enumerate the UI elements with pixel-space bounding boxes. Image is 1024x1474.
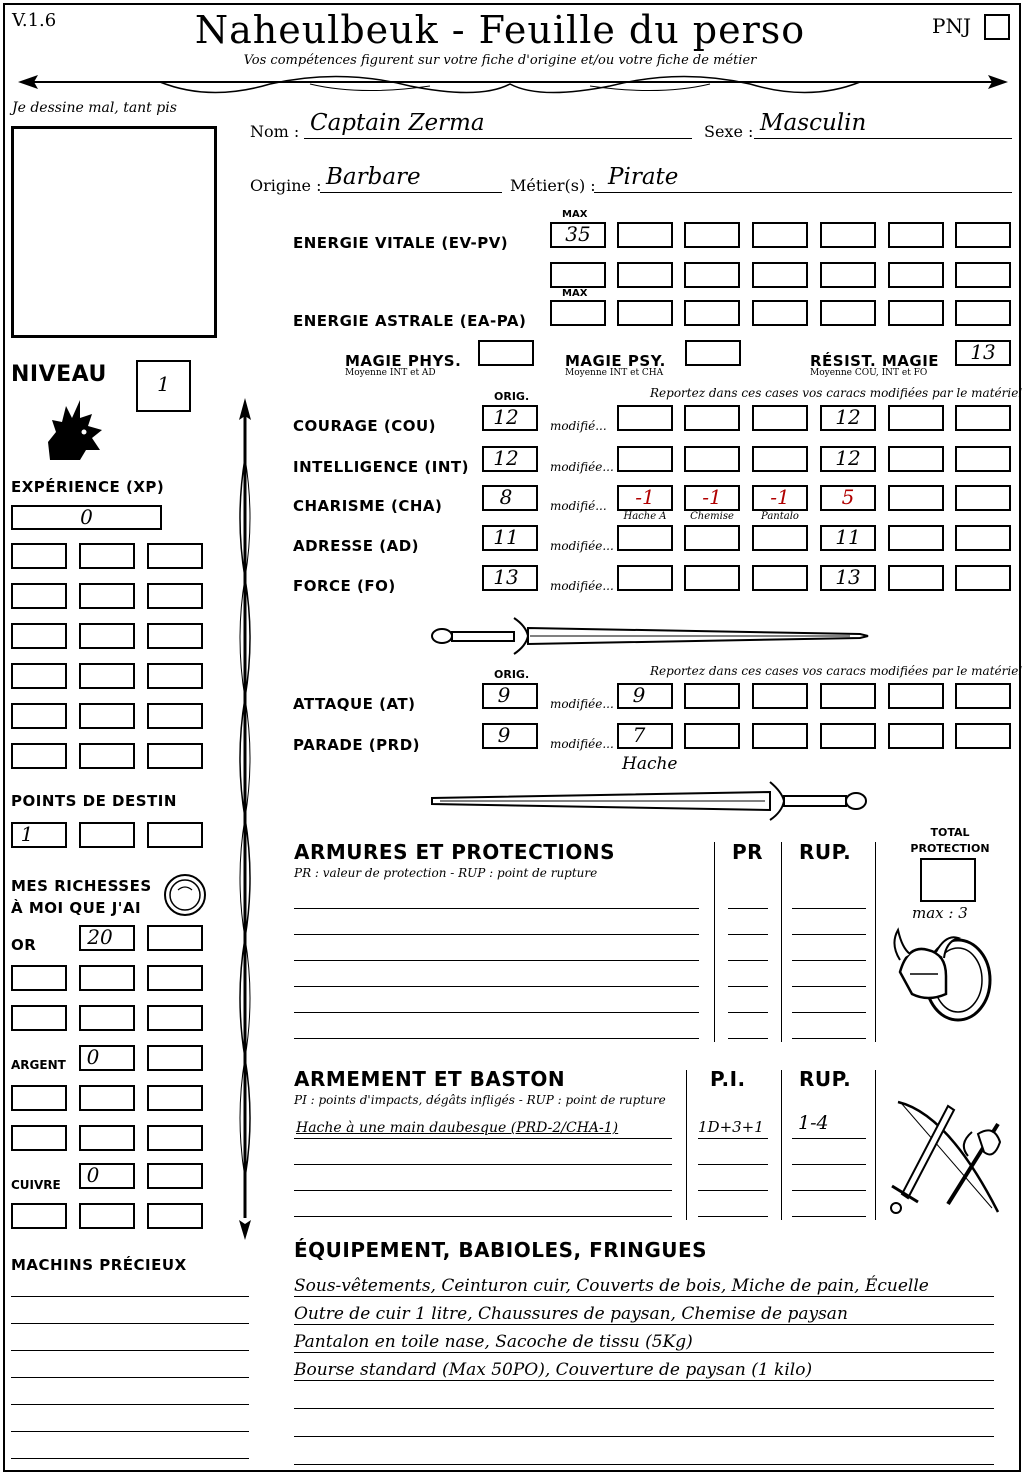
at-mod-box[interactable]: [888, 683, 944, 709]
stat-mod-box[interactable]: [617, 405, 673, 431]
ea-box[interactable]: [617, 300, 673, 326]
armement-divider: [875, 1070, 876, 1220]
or-value: 20: [87, 925, 113, 949]
prd-mod-box[interactable]: [752, 723, 808, 749]
armure-pr-line[interactable]: [728, 1012, 768, 1013]
xp-grid-box[interactable]: [11, 703, 67, 729]
destin-label: POINTS DE DESTIN: [11, 792, 177, 810]
prd-mod-value: 7: [632, 723, 646, 747]
armement-title: ARMEMENT ET BASTON: [294, 1067, 566, 1091]
sexe-label: Sexe :: [704, 122, 754, 141]
destin-value: 1: [20, 822, 34, 846]
stat-mod-label: modifiée...: [550, 460, 614, 474]
or-box[interactable]: [79, 925, 135, 951]
ev-box[interactable]: [820, 262, 876, 288]
stat-mod-box[interactable]: [888, 405, 944, 431]
stat-mod-box[interactable]: [752, 446, 808, 472]
stat-mod-box[interactable]: [888, 525, 944, 551]
armures-col-rup: RUP.: [799, 840, 852, 864]
stat-mod-box[interactable]: [617, 485, 673, 511]
stat-mod-value: -1: [702, 485, 722, 509]
stat-mod-box[interactable]: [617, 446, 673, 472]
niveau-box[interactable]: [136, 360, 191, 412]
armure-line[interactable]: [294, 908, 699, 909]
arme-rup-line[interactable]: [792, 1216, 866, 1217]
equipement-line[interactable]: Pantalon en toile nase, Sacoche de tissu (5Kg): [294, 1332, 994, 1353]
page-subtitle: Vos compétences figurent sur votre fiche d'origine et/ou votre fiche de métier: [243, 53, 757, 68]
pnj-checkbox[interactable]: [984, 14, 1010, 40]
ev-box[interactable]: [820, 222, 876, 248]
weapon-name: Hache à une main daubesque (PRD-2/CHA-1): [296, 1120, 619, 1136]
cuivre-box[interactable]: [11, 1203, 67, 1229]
armures-col-pr: PR: [732, 840, 764, 864]
ea-box[interactable]: [888, 300, 944, 326]
armure-line[interactable]: [294, 1012, 699, 1013]
armure-pr-line[interactable]: [728, 960, 768, 961]
portrait-caption: Je dessine mal, tant pis: [12, 100, 177, 116]
armures-title: ARMURES ET PROTECTIONS: [294, 840, 615, 864]
magie-psy-label: MAGIE PSY.: [565, 352, 666, 370]
stat-label: COURAGE (COU): [293, 417, 437, 435]
ev-box[interactable]: [617, 222, 673, 248]
armure-rup-line[interactable]: [792, 960, 866, 961]
ea-max-box[interactable]: [550, 300, 606, 326]
argent-box[interactable]: [11, 1085, 67, 1111]
sword-icon: [430, 612, 870, 656]
spear-divider-icon: [10, 66, 1014, 102]
stats-report-hint: Reportez dans ces cases vos caracs modifiées par le matériel: [650, 386, 1023, 400]
ea-max-label: MAX: [562, 288, 588, 299]
xp-grid-box[interactable]: [147, 663, 203, 689]
armement-col-rup: RUP.: [799, 1067, 852, 1091]
stat-label: CHARISME (CHA): [293, 497, 443, 515]
dragon-icon: [40, 392, 106, 464]
armement-divider: [686, 1070, 687, 1220]
stat-mod-box[interactable]: [752, 405, 808, 431]
or-label: OR: [11, 936, 37, 954]
stat-mod-box[interactable]: [684, 565, 740, 591]
stat-orig-box[interactable]: [482, 525, 538, 551]
xp-grid-box[interactable]: [11, 743, 67, 769]
ea-box[interactable]: [684, 300, 740, 326]
equipement-line[interactable]: Outre de cuir 1 litre, Chaussures de paysan, Chemise de paysan: [294, 1304, 994, 1325]
prd-note: Hache: [622, 754, 678, 774]
magie-psy-note: Moyenne INT et CHA: [565, 368, 664, 378]
resist-magie-box[interactable]: [955, 340, 1011, 366]
at-mod-box[interactable]: [955, 683, 1011, 709]
stat-mod-value: 5: [841, 485, 855, 509]
xp-grid-box[interactable]: [79, 703, 135, 729]
destin-box[interactable]: [79, 822, 135, 848]
arme-rup-line[interactable]: [792, 1190, 866, 1191]
armure-rup-line[interactable]: [792, 1038, 866, 1039]
xp-value: 0: [80, 505, 93, 529]
at-mod-box[interactable]: [684, 683, 740, 709]
stat-mod-box[interactable]: [820, 525, 876, 551]
at-label: ATTAQUE (AT): [293, 695, 416, 713]
prd-label: PARADE (PRD): [293, 736, 421, 754]
stat-mod-value: 11: [835, 525, 861, 549]
ev-box[interactable]: [752, 222, 808, 248]
prd-orig-box[interactable]: [482, 723, 538, 749]
machins-line[interactable]: [11, 1350, 249, 1351]
equipement-title: ÉQUIPEMENT, BABIOLES, FRINGUES: [294, 1238, 708, 1262]
ev-max-value: 35: [565, 222, 591, 246]
or-box[interactable]: [79, 965, 135, 991]
armement-hint: PI : points d'impacts, dégâts infligés - RUP : point de rupture: [294, 1093, 666, 1107]
xp-grid-box[interactable]: [147, 583, 203, 609]
stat-mod-box[interactable]: [820, 565, 876, 591]
xp-grid-box[interactable]: [79, 583, 135, 609]
armures-hint: PR : valeur de protection - RUP : point de rupture: [294, 866, 598, 880]
stat-orig-box[interactable]: [482, 405, 538, 431]
stat-mod-box[interactable]: [684, 485, 740, 511]
nom-value: Captain Zerma: [310, 110, 485, 136]
at-mod-box[interactable]: [820, 683, 876, 709]
equipement-line[interactable]: [294, 1388, 994, 1409]
xp-grid-box[interactable]: [11, 623, 67, 649]
argent-value: 0: [86, 1045, 100, 1069]
stat-mod-box[interactable]: [820, 405, 876, 431]
or-box[interactable]: [11, 1005, 67, 1031]
helmet-shield-icon: [888, 924, 998, 1034]
prd-mod-box[interactable]: [820, 723, 876, 749]
magie-phys-note: Moyenne INT et AD: [345, 368, 436, 378]
cuivre-label: CUIVRE: [11, 1178, 61, 1192]
coin-icon: [162, 872, 208, 918]
stat-mod-box[interactable]: [617, 565, 673, 591]
stat-mod-box[interactable]: [955, 525, 1011, 551]
stat-mod-box[interactable]: [955, 405, 1011, 431]
or-box[interactable]: [147, 925, 203, 951]
niveau-value: 1: [157, 372, 170, 396]
ea-box[interactable]: [752, 300, 808, 326]
stat-orig-value: 8: [499, 485, 513, 509]
armure-pr-line[interactable]: [728, 908, 768, 909]
argent-box[interactable]: [147, 1085, 203, 1111]
machins-label: MACHINS PRÉCIEUX: [11, 1256, 187, 1274]
ev-box[interactable]: [955, 222, 1011, 248]
xp-box[interactable]: [11, 505, 162, 530]
prd-mod-box[interactable]: [955, 723, 1011, 749]
stat-mod-box[interactable]: [684, 405, 740, 431]
max-protection-note: max : 3: [912, 904, 968, 922]
stat-orig-box[interactable]: [482, 446, 538, 472]
arme-line[interactable]: [294, 1190, 672, 1191]
stat-mod-box[interactable]: [955, 485, 1011, 511]
armure-rup-line[interactable]: [792, 934, 866, 935]
xp-grid-box[interactable]: [79, 543, 135, 569]
armure-line[interactable]: [294, 1038, 699, 1039]
arme-line[interactable]: [294, 1216, 672, 1217]
armure-rup-line[interactable]: [792, 908, 866, 909]
stat-mod-box[interactable]: [684, 446, 740, 472]
argent-box[interactable]: [79, 1085, 135, 1111]
xp-label: EXPÉRIENCE (XP): [11, 478, 165, 496]
stat-mod-note: Chemise: [690, 511, 734, 522]
sword-icon: [430, 778, 870, 822]
xp-grid-box[interactable]: [147, 623, 203, 649]
richesses-label-2: À MOI QUE J'AI: [11, 899, 142, 917]
ev-max-box[interactable]: [550, 222, 606, 248]
stats-orig-label: ORIG.: [494, 390, 530, 403]
stat-mod-value: 12: [835, 446, 861, 470]
stat-mod-value: -1: [635, 485, 655, 509]
spear-icon: [230, 398, 260, 1240]
stat-mod-box[interactable]: [752, 565, 808, 591]
stat-mod-value: -1: [770, 485, 790, 509]
metier-field[interactable]: [594, 164, 1012, 193]
at-orig-value: 9: [497, 683, 511, 707]
equipement-line[interactable]: [294, 1416, 994, 1437]
arme-rup-line[interactable]: [792, 1138, 866, 1139]
xp-grid-box[interactable]: [79, 623, 135, 649]
ev-box[interactable]: [684, 262, 740, 288]
armement-col-pi: P.I.: [710, 1067, 746, 1091]
armures-divider: [714, 842, 715, 1042]
ev-max-label: MAX: [562, 209, 588, 220]
niveau-label: NIVEAU: [11, 362, 107, 387]
stat-mod-box[interactable]: [888, 485, 944, 511]
stat-mod-value: 12: [835, 405, 861, 429]
xp-grid-box[interactable]: [11, 543, 67, 569]
xp-grid-box[interactable]: [147, 743, 203, 769]
argent-box[interactable]: [11, 1125, 67, 1151]
machins-line[interactable]: [11, 1458, 249, 1459]
equipement-line[interactable]: Sous-vêtements, Ceinturon cuir, Couverts de bois, Miche de pain, Écuelle: [294, 1276, 994, 1297]
stat-mod-box[interactable]: [752, 525, 808, 551]
stat-mod-label: modifié...: [550, 419, 607, 433]
portrait-box[interactable]: [11, 126, 217, 338]
xp-grid-box[interactable]: [147, 543, 203, 569]
ev-box[interactable]: [955, 262, 1011, 288]
arme-pi-line[interactable]: [698, 1216, 768, 1217]
stat-label: ADRESSE (AD): [293, 537, 420, 555]
ev-box[interactable]: [752, 262, 808, 288]
xp-grid-box[interactable]: [11, 663, 67, 689]
xp-grid-box[interactable]: [11, 583, 67, 609]
stat-mod-box[interactable]: [752, 485, 808, 511]
ea-label: ENERGIE ASTRALE (EA-PA): [293, 312, 527, 330]
stat-label: FORCE (FO): [293, 577, 396, 595]
prd-mod-box[interactable]: [684, 723, 740, 749]
armure-pr-line[interactable]: [728, 986, 768, 987]
armures-divider: [781, 842, 782, 1042]
ev-box[interactable]: [888, 222, 944, 248]
stat-mod-label: modifié...: [550, 499, 607, 513]
arme-line[interactable]: [294, 1164, 672, 1165]
armure-pr-line[interactable]: [728, 934, 768, 935]
armure-line[interactable]: [294, 934, 699, 935]
nom-field[interactable]: [304, 110, 692, 139]
xp-grid-box[interactable]: [79, 663, 135, 689]
stat-mod-box[interactable]: [617, 525, 673, 551]
armures-divider: [875, 842, 876, 1042]
stat-mod-note: Hache A: [623, 511, 667, 522]
stat-mod-box[interactable]: [888, 446, 944, 472]
magie-phys-box[interactable]: [478, 340, 534, 366]
stat-orig-value: 12: [493, 405, 519, 429]
or-box[interactable]: [79, 1005, 135, 1031]
resist-magie-note: Moyenne COU, INT et FO: [810, 368, 928, 378]
stat-orig-box[interactable]: [482, 485, 538, 511]
destin-box[interactable]: [147, 822, 203, 848]
arme-pi-line[interactable]: [698, 1138, 768, 1139]
stat-orig-box[interactable]: [482, 565, 538, 591]
argent-box[interactable]: [147, 1045, 203, 1071]
at-mod-box[interactable]: [752, 683, 808, 709]
cuivre-box[interactable]: [147, 1163, 203, 1189]
sexe-field[interactable]: [754, 110, 1012, 139]
stat-orig-value: 12: [493, 446, 519, 470]
equipement-line[interactable]: Bourse standard (Max 50PO), Couverture de paysan (1 kilo): [294, 1360, 994, 1381]
version-label: V.1.6: [12, 10, 57, 31]
total-protection-label-2: PROTECTION: [910, 842, 990, 855]
at-mod-value: 9: [632, 683, 646, 707]
stat-mod-box[interactable]: [684, 525, 740, 551]
at-mod-box[interactable]: [617, 683, 673, 709]
armure-pr-line[interactable]: [728, 1038, 768, 1039]
argent-label: ARGENT: [11, 1058, 66, 1072]
ev-box[interactable]: [888, 262, 944, 288]
armement-divider: [781, 1070, 782, 1220]
stat-orig-value: 11: [493, 525, 519, 549]
ev-label: ENERGIE VITALE (EV-PV): [293, 234, 509, 252]
richesses-label-1: MES RICHESSES: [11, 877, 152, 895]
nom-label: Nom :: [250, 122, 300, 141]
cuivre-box[interactable]: [147, 1203, 203, 1229]
cuivre-box[interactable]: [79, 1203, 135, 1229]
armure-line[interactable]: [294, 960, 699, 961]
stat-mod-label: modifiée...: [550, 579, 614, 593]
or-box[interactable]: [147, 1005, 203, 1031]
prd-mod-box[interactable]: [617, 723, 673, 749]
stat-orig-value: 13: [493, 565, 519, 589]
stat-mod-box[interactable]: [820, 446, 876, 472]
ea-box[interactable]: [820, 300, 876, 326]
stat-mod-value: 13: [835, 565, 861, 589]
ev-box[interactable]: [550, 262, 606, 288]
argent-box[interactable]: [79, 1125, 135, 1151]
stat-mod-box[interactable]: [888, 565, 944, 591]
magie-phys-label: MAGIE PHYS.: [345, 352, 462, 370]
sexe-value: Masculin: [760, 110, 867, 136]
pnj-label: PNJ: [932, 14, 971, 38]
machins-line[interactable]: [11, 1431, 249, 1432]
resist-magie-label: RÉSIST. MAGIE: [810, 352, 940, 370]
at-mod-label: modifiée...: [550, 697, 614, 711]
ev-box[interactable]: [617, 262, 673, 288]
armure-line[interactable]: [294, 986, 699, 987]
machins-line[interactable]: [11, 1377, 249, 1378]
machins-line[interactable]: [11, 1404, 249, 1405]
machins-line[interactable]: [11, 1323, 249, 1324]
combat-orig-label: ORIG.: [494, 668, 530, 681]
argent-box[interactable]: [79, 1045, 135, 1071]
magie-psy-box[interactable]: [685, 340, 741, 366]
origine-field[interactable]: [320, 164, 502, 193]
total-protection-box[interactable]: [920, 858, 976, 902]
metier-value: Pirate: [608, 164, 679, 190]
xp-grid-box[interactable]: [79, 743, 135, 769]
prd-mod-box[interactable]: [888, 723, 944, 749]
or-box[interactable]: [11, 965, 67, 991]
prd-mod-label: modifiée...: [550, 737, 614, 751]
armure-rup-line[interactable]: [792, 1012, 866, 1013]
cuivre-value: 0: [86, 1163, 100, 1187]
weapons-icon: [888, 1094, 1008, 1218]
metier-label: Métier(s) :: [510, 176, 596, 195]
argent-box[interactable]: [147, 1125, 203, 1151]
prd-orig-value: 9: [497, 723, 511, 747]
stat-mod-box[interactable]: [955, 446, 1011, 472]
destin-box[interactable]: [11, 822, 67, 848]
machins-line[interactable]: [11, 1296, 249, 1297]
cuivre-box[interactable]: [79, 1163, 135, 1189]
xp-grid-box[interactable]: [147, 703, 203, 729]
stat-mod-box[interactable]: [820, 485, 876, 511]
arme-rup-line[interactable]: [792, 1164, 866, 1165]
resist-magie-value: 13: [970, 340, 996, 364]
arme-pi-line[interactable]: [698, 1164, 768, 1165]
origine-value: Barbare: [326, 164, 421, 190]
weapon-pi: 1D+3+1: [698, 1118, 764, 1136]
or-box[interactable]: [147, 965, 203, 991]
combat-report-hint: Reportez dans ces cases vos caracs modifiées par le matériel: [650, 664, 1023, 678]
ea-box[interactable]: [955, 300, 1011, 326]
stat-mod-note: Pantalo: [761, 511, 799, 522]
arme-pi-line[interactable]: [698, 1190, 768, 1191]
equipement-line[interactable]: [294, 1444, 994, 1465]
arme-line[interactable]: [294, 1138, 672, 1139]
stat-label: INTELLIGENCE (INT): [293, 458, 469, 476]
stat-mod-label: modifiée...: [550, 539, 614, 553]
page-title: Naheulbeuk - Feuille du perso: [194, 8, 806, 52]
armure-rup-line[interactable]: [792, 986, 866, 987]
at-orig-box[interactable]: [482, 683, 538, 709]
origine-label: Origine :: [250, 176, 322, 195]
ev-box[interactable]: [684, 222, 740, 248]
stat-mod-box[interactable]: [955, 565, 1011, 591]
weapon-rup: 1-4: [798, 1112, 829, 1134]
total-protection-label-1: TOTAL: [930, 826, 970, 839]
